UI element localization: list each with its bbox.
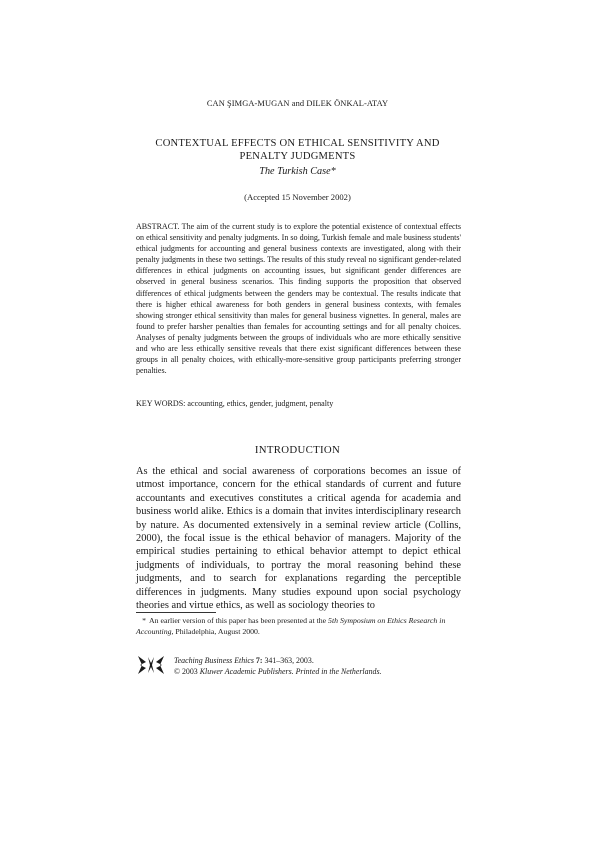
keywords-text: accounting, ethics, gender, judgment, penalty bbox=[187, 399, 334, 408]
journal-pages: 341–363, 2003. bbox=[262, 656, 314, 665]
journal-citation bbox=[174, 655, 474, 666]
introduction-paragraph: As the ethical and social awareness of corporations becomes an issue of utmost importance, concern for the ethical standards of current and future accountants and executives constitutes a critical agenda for academia and business world alike. Ethics is a domain that invites interdisciplinary research by nature. As documented extensively in a seminal review article (Collins, 2000), the focal issue is the ethical behavior of managers. Majority of the empirical studies pertaining to ethical behavior attempt to depict ethical judgments of individuals, to portray the moral reasoning behind these judgments, and to search for explanations regarding the perceptible differences in judgments. Many studies expound upon social psychology theories and virtue ethics, as well as sociology theories to bbox=[136, 466, 461, 612]
copyright: © 2003 bbox=[174, 667, 198, 676]
journal-name: Teaching Business Ethics bbox=[174, 656, 254, 665]
article-subtitle: The Turkish Case* bbox=[259, 166, 336, 177]
footnote-conference: 5th Symposium on Ethics Research in Accounting bbox=[136, 616, 446, 636]
publisher: Kluwer Academic Publishers. bbox=[199, 667, 294, 676]
footnote-divider bbox=[136, 612, 216, 613]
authors: CAN ŞIMGA-MUGAN and DILEK ÖNKAL-ATAY bbox=[206, 99, 389, 108]
abstract-text: The aim of the current study is to explore the potential existence of contextual effects on ethical sensitivity and penalty judgments. In so doing, Turkish female and male business students' ethical judgments for accounting and general business contexts are investigated, along with their penalty judgments in these two settings. The results of this study reveal no significant gender-related differences in ethical judgments on accounting issues, but significant gender differences are observed in general business scenarios. This finding supports the proposition that observed differences of ethical judgments between the genders may be contextual. The results indicate that there is higher ethical awareness for both genders in general business contexts, with females showing stronger ethical sensitivity than males for general business vignettes. In general, males are found to prefer harsher penalties than females for accounting settings and for all penalty choices. Analyses of penalty judgments between the groups of individuals who are more ethically sensitive and who are less ethically sensitive reveals that there exist significant differences between these groups in all penalty choices, with ethically-more-sensitive group participants preferring stronger penalties. bbox=[136, 222, 461, 376]
journal-copyright-line bbox=[174, 666, 474, 677]
kluwer-publisher-logo-icon bbox=[136, 654, 166, 676]
article-title bbox=[120, 137, 475, 163]
footnote bbox=[136, 615, 461, 637]
journal-info bbox=[174, 655, 474, 677]
introduction-heading: INTRODUCTION bbox=[254, 444, 341, 456]
title-line-1: CONTEXTUAL EFFECTS ON ETHICAL SENSITIVITY AND bbox=[155, 138, 440, 149]
keywords bbox=[136, 398, 461, 409]
footnote-text-before: An earlier version of this paper has been presented at the bbox=[149, 616, 327, 625]
printed-in: Printed in the Netherlands. bbox=[295, 667, 382, 676]
abstract-label: ABSTRACT. bbox=[136, 222, 180, 231]
accepted-date: (Accepted 15 November 2002) bbox=[244, 192, 351, 202]
journal-volume: 7: bbox=[255, 656, 263, 665]
title-line-2: PENALTY JUDGMENTS bbox=[239, 151, 356, 162]
footnote-mark: * bbox=[142, 616, 146, 625]
keywords-label: KEY WORDS: bbox=[136, 399, 186, 408]
footnote-text-after: , Philadelphia, August 2000. bbox=[171, 627, 260, 636]
abstract bbox=[136, 221, 461, 376]
